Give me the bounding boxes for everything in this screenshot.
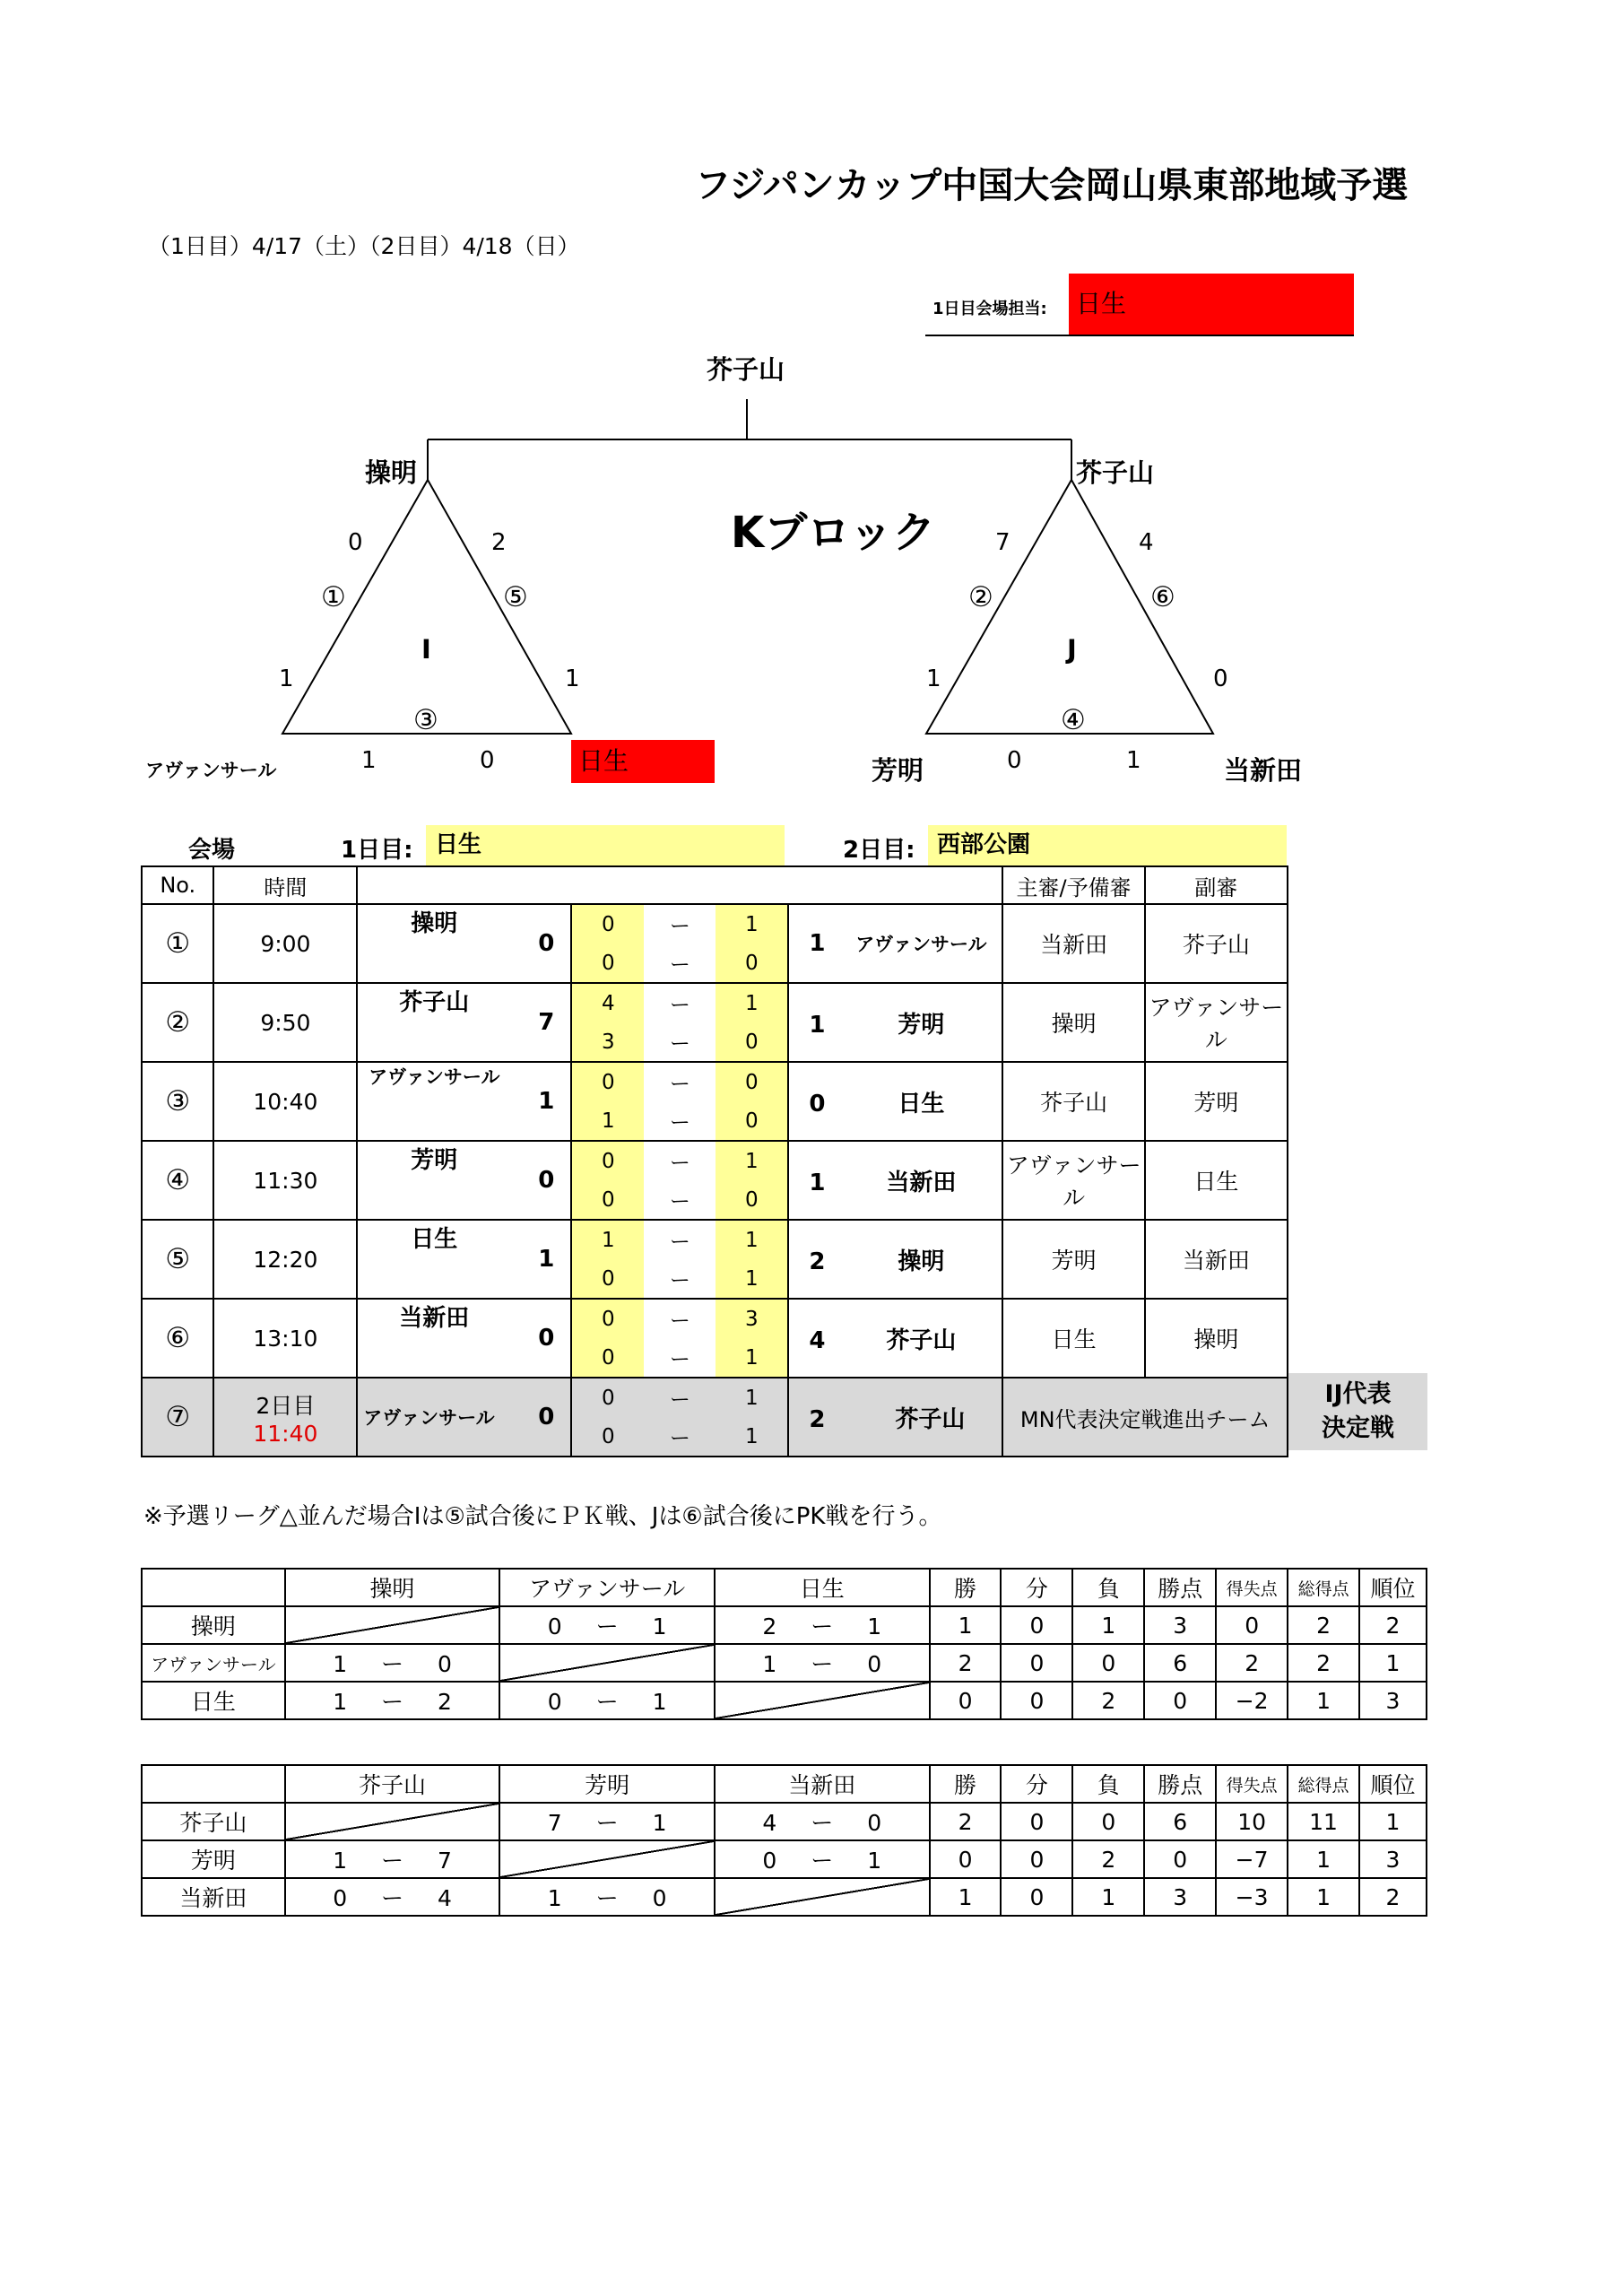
group-j-bottom-right-team: 当新田 (1224, 755, 1303, 786)
final-away-team: 芥子山 (895, 1405, 966, 1433)
standings-stat: 0 (930, 1682, 1002, 1719)
head-to-head-score: 1 ー 2 (285, 1682, 500, 1719)
home-team: 当新田 (399, 1305, 470, 1332)
group-i-right-top-score: 2 (491, 529, 507, 556)
group-j-bottom-left-score: 0 (1007, 747, 1022, 774)
assistant-referee: 芳明 (1145, 1062, 1288, 1141)
match-time: 9:00 (213, 904, 357, 983)
home-cell (357, 904, 571, 983)
home-score: 0 (538, 1167, 555, 1194)
standings-stat: 2 (930, 1803, 1002, 1840)
head-to-head-score: 1 ー 0 (499, 1878, 715, 1916)
dash: ー (669, 1231, 690, 1254)
group-i-match-3: ③ (413, 704, 438, 736)
standings-row-team: 芥子山 (142, 1803, 285, 1840)
head-to-head-score: 4 ー 0 (715, 1803, 930, 1840)
standings-group-i (141, 1568, 1427, 1720)
group-j-left-bottom-score: 1 (926, 665, 941, 692)
standings-stat: 3 (1144, 1606, 1216, 1644)
standings-row (142, 1644, 1427, 1682)
standings-stat: 2 (1072, 1682, 1144, 1719)
group-i-top-team: 操明 (365, 457, 418, 488)
half2-away: 1 (716, 1338, 787, 1377)
away-cell (788, 1062, 1002, 1141)
final-detail-scores (571, 1378, 788, 1457)
final-home-team: アヴァンサール (363, 1407, 495, 1429)
head-to-head-score: 0 ー 1 (499, 1606, 715, 1644)
final-away-cell (788, 1378, 1002, 1457)
referee: 操明 (1002, 983, 1144, 1062)
dash: ー (669, 1111, 690, 1135)
standings-stat: 1 (1288, 1682, 1359, 1719)
venue-label: 会場 (188, 837, 236, 864)
half1-away: 3 (716, 1300, 787, 1338)
bracket-top-winner: 芥子山 (707, 354, 785, 385)
match-no: ② (142, 983, 213, 1062)
standings-stat: 2 (1359, 1606, 1427, 1644)
group-i-left-top-score: 0 (348, 529, 363, 556)
header-match (357, 866, 1002, 904)
detail-scores (571, 1220, 788, 1299)
standings-stat: 1 (1072, 1878, 1144, 1916)
standings-stat: 0 (1001, 1606, 1072, 1644)
home-score: 7 (538, 1009, 555, 1036)
head-to-head-score: 0 ー 4 (285, 1878, 500, 1916)
standings-col-team: 芳明 (499, 1765, 715, 1803)
standings-row-team: 日生 (142, 1682, 285, 1719)
standings-row-team: 操明 (142, 1606, 285, 1644)
standings-stat: −2 (1216, 1682, 1288, 1719)
standings-corner (142, 1765, 285, 1803)
match-row (142, 1062, 1288, 1141)
head-to-head-score: 0 ー 1 (499, 1682, 715, 1719)
header-referee: 主審/予備審 (1002, 866, 1144, 904)
match-no: ① (142, 904, 213, 983)
half2-away: 1 (716, 1259, 787, 1298)
group-j-left-top-score: 7 (995, 529, 1010, 556)
venue-charge-value: 日生 (1069, 274, 1354, 335)
standings-stat: 0 (1001, 1803, 1072, 1840)
half1-away: 1 (716, 905, 787, 944)
match-time: 10:40 (213, 1062, 357, 1141)
group-j-label: J (1067, 634, 1077, 665)
standings-stat-header: 得失点 (1216, 1765, 1288, 1803)
page-title: フジパンカップ中国大会岡山県東部地域予選 (695, 165, 1409, 206)
group-i-bottom-right-score: 0 (480, 747, 495, 774)
assistant-referee: 操明 (1145, 1299, 1288, 1378)
referee: 芳明 (1002, 1220, 1144, 1299)
home-cell (357, 1299, 571, 1378)
standings-stat-header: 得失点 (1216, 1569, 1288, 1606)
standings-stat-header: 順位 (1359, 1765, 1427, 1803)
match-no: ⑥ (142, 1299, 213, 1378)
standings-stat: 0 (1001, 1840, 1072, 1878)
standings-stat: 1 (1288, 1878, 1359, 1916)
standings-stat: 11 (1288, 1803, 1359, 1840)
final-h1: 0 (602, 1386, 615, 1410)
match-row (142, 1299, 1288, 1378)
standings-stat-header: 負 (1072, 1569, 1144, 1606)
referee: 当新田 (1002, 904, 1144, 983)
head-to-head-score: 1 ー 0 (715, 1644, 930, 1682)
away-cell (788, 1141, 1002, 1220)
half2-home: 3 (572, 1022, 644, 1061)
half1-home: 0 (572, 1142, 644, 1180)
standings-stat: 1 (1288, 1840, 1359, 1878)
group-i-label: I (421, 634, 431, 665)
home-team: アヴァンサール (369, 1066, 500, 1088)
half2-home: 0 (572, 1180, 644, 1219)
self-match-cell (285, 1606, 500, 1644)
match-no: ⑤ (142, 1220, 213, 1299)
group-j-top-team: 芥子山 (1076, 457, 1155, 488)
half2-away: 0 (716, 944, 787, 982)
final-label-line1: IJ代表 (1324, 1380, 1392, 1408)
standings-row-team: 当新田 (142, 1878, 285, 1916)
home-score: 1 (538, 1246, 555, 1273)
match-time: 12:20 (213, 1220, 357, 1299)
standings-group-j (141, 1764, 1427, 1917)
final-label (1288, 1373, 1427, 1450)
dash: ー (669, 1427, 690, 1450)
standings-row (142, 1682, 1427, 1719)
standings-stat: 1 (1359, 1803, 1427, 1840)
standings-stat: 0 (1072, 1644, 1144, 1682)
standings-stat: −7 (1216, 1840, 1288, 1878)
match-no: ④ (142, 1141, 213, 1220)
standings-stat: 6 (1144, 1803, 1216, 1840)
group-j-right-bottom-score: 0 (1213, 665, 1228, 692)
standings-stat: 0 (930, 1840, 1002, 1878)
group-i-bottom-right-team: 日生 (571, 740, 715, 783)
away-team: 操明 (898, 1248, 945, 1275)
match-row (142, 904, 1288, 983)
standings-stat: 0 (1072, 1803, 1144, 1840)
head-to-head-score: 1 ー 0 (285, 1644, 500, 1682)
standings-stat: 2 (1359, 1878, 1427, 1916)
away-team: 芥子山 (886, 1326, 957, 1354)
group-j-bottom-left-team: 芳明 (872, 755, 924, 786)
referee: 芥子山 (1002, 1062, 1144, 1141)
half1-home: 0 (572, 1063, 644, 1101)
standings-col-team: 当新田 (715, 1765, 930, 1803)
detail-scores (571, 1141, 788, 1220)
dash: ー (669, 1152, 690, 1175)
self-match-cell (715, 1682, 930, 1719)
home-team: 日生 (411, 1226, 458, 1253)
self-match-cell (715, 1878, 930, 1916)
home-cell (357, 1220, 571, 1299)
match-no: ③ (142, 1062, 213, 1141)
standings-stat: 1 (930, 1606, 1002, 1644)
away-cell (788, 983, 1002, 1062)
standings-stat-header: 総得点 (1288, 1765, 1359, 1803)
standings-row (142, 1606, 1427, 1644)
away-score: 1 (809, 1169, 826, 1196)
half2-home: 0 (572, 1259, 644, 1298)
assistant-referee: アヴァンサール (1145, 983, 1288, 1062)
half1-away: 0 (716, 1063, 787, 1101)
standings-stat: 0 (1001, 1644, 1072, 1682)
group-i-right-bottom-score: 1 (565, 665, 580, 692)
home-team: 操明 (411, 910, 458, 937)
self-match-cell (285, 1803, 500, 1840)
standings-row-team: 芳明 (142, 1840, 285, 1878)
venue-day1-label: 1日目: (341, 837, 413, 864)
group-i-left-bottom-score: 1 (279, 665, 294, 692)
standings-stat: 1 (1072, 1606, 1144, 1644)
standings-stat: 0 (1144, 1840, 1216, 1878)
standings-stat-header: 勝点 (1144, 1765, 1216, 1803)
half1-away: 1 (716, 1221, 787, 1259)
final-time: 11:40 (253, 1420, 318, 1447)
away-cell (788, 904, 1002, 983)
assistant-referee: 当新田 (1145, 1220, 1288, 1299)
match-time: 9:50 (213, 983, 357, 1062)
group-j-match-2: ② (968, 581, 993, 613)
detail-scores (571, 1062, 788, 1141)
away-team: 芳明 (898, 1011, 945, 1039)
referee: 日生 (1002, 1299, 1144, 1378)
standings-stat: 10 (1216, 1803, 1288, 1840)
standings-stat-header: 順位 (1359, 1569, 1427, 1606)
group-i-bottom-left-score: 1 (361, 747, 377, 774)
dash: ー (669, 1073, 690, 1096)
venue-day2-label: 2日目: (843, 837, 915, 864)
half2-away: 0 (716, 1101, 787, 1140)
head-to-head-score: 1 ー 7 (285, 1840, 500, 1878)
home-team: 芳明 (411, 1147, 458, 1174)
head-to-head-score: 7 ー 1 (499, 1803, 715, 1840)
standings-stat: 2 (1072, 1840, 1144, 1878)
detail-scores (571, 904, 788, 983)
referee: アヴァンサール (1002, 1141, 1144, 1220)
tournament-dates: （1日目）4/17（土）（2日目）4/18（日） (148, 233, 580, 259)
dash: ー (669, 953, 690, 977)
group-j-match-4: ④ (1061, 704, 1086, 736)
standings-stat-header: 勝 (930, 1569, 1002, 1606)
home-score: 1 (538, 1088, 555, 1115)
self-match-cell (499, 1644, 715, 1682)
standings-stat: 3 (1144, 1878, 1216, 1916)
final-home-score: 0 (538, 1404, 555, 1431)
block-name: Kブロック (731, 508, 936, 558)
half2-home: 1 (572, 1101, 644, 1140)
standings-stat: 3 (1359, 1840, 1427, 1878)
standings-stat: 1 (1359, 1644, 1427, 1682)
dash: ー (669, 1032, 690, 1056)
group-i-bottom-left-team: アヴァンサール (145, 760, 277, 781)
half1-home: 0 (572, 905, 644, 944)
head-to-head-score: 2 ー 1 (715, 1606, 930, 1644)
away-score: 4 (809, 1326, 826, 1354)
standings-col-team: 操明 (285, 1569, 500, 1606)
standings-row (142, 1878, 1427, 1916)
half2-away: 0 (716, 1022, 787, 1061)
away-score: 1 (809, 930, 826, 957)
group-j-right-top-score: 4 (1139, 529, 1154, 556)
header-assistant: 副審 (1145, 866, 1288, 904)
group-i-match-1: ① (321, 581, 346, 613)
standings-stat: 0 (1001, 1682, 1072, 1719)
tiebreak-note: ※予選リーグ△並んだ場合Iは⑤試合後にＰＫ戦、Jは⑥試合後にPK戦を行う。 (143, 1503, 942, 1530)
standings-stat: 0 (1001, 1878, 1072, 1916)
final-home-cell (357, 1378, 571, 1457)
final-note: MN代表決定戦進出チーム (1002, 1378, 1288, 1457)
away-score: 0 (809, 1090, 826, 1118)
standings-corner (142, 1569, 285, 1606)
final-label-line2: 決定戦 (1322, 1414, 1394, 1442)
home-cell (357, 983, 571, 1062)
dash: ー (669, 915, 690, 938)
standings-stat-header: 負 (1072, 1765, 1144, 1803)
match-time: 13:10 (213, 1299, 357, 1378)
header-no: No. (142, 866, 213, 904)
head-to-head-score: 0 ー 1 (715, 1840, 930, 1878)
match-schedule-table (141, 865, 1288, 1457)
dash: ー (669, 1348, 690, 1371)
standings-stat: 2 (930, 1644, 1002, 1682)
standings-stat-header: 勝点 (1144, 1569, 1216, 1606)
final-day: 2日目 (256, 1392, 316, 1419)
half1-away: 1 (716, 984, 787, 1022)
standings-row (142, 1840, 1427, 1878)
standings-row-team: アヴァンサール (142, 1644, 285, 1682)
standings-stat: 2 (1288, 1644, 1359, 1682)
dash: ー (669, 994, 690, 1017)
standings-stat: 3 (1359, 1682, 1427, 1719)
away-team: 当新田 (886, 1169, 957, 1196)
self-match-cell (499, 1840, 715, 1878)
dash: ー (669, 1190, 690, 1213)
away-score: 2 (809, 1248, 826, 1275)
final-match-no: ⑦ (142, 1378, 213, 1457)
standings-stat-header: 総得点 (1288, 1569, 1359, 1606)
assistant-referee: 芥子山 (1145, 904, 1288, 983)
half1-away: 1 (716, 1142, 787, 1180)
half1-home: 0 (572, 1300, 644, 1338)
home-cell (357, 1062, 571, 1141)
away-cell (788, 1220, 1002, 1299)
standings-col-team: 芥子山 (285, 1765, 500, 1803)
assistant-referee: 日生 (1145, 1141, 1288, 1220)
venue-charge-label: 1日目会場担当: (932, 300, 1047, 318)
final-h2: 0 (602, 1424, 615, 1448)
dash: ー (669, 1388, 690, 1412)
home-score: 0 (538, 930, 555, 957)
standings-stat-header: 分 (1001, 1569, 1072, 1606)
away-cell (788, 1299, 1002, 1378)
half1-home: 4 (572, 984, 644, 1022)
venue-day2: 西部公園 (928, 825, 1287, 865)
group-j-bottom-right-score: 1 (1126, 747, 1141, 774)
standings-stat-header: 分 (1001, 1765, 1072, 1803)
header-time: 時間 (213, 866, 357, 904)
home-score: 0 (538, 1325, 555, 1352)
standings-col-team: アヴァンサール (499, 1569, 715, 1606)
final-a1: 1 (745, 1386, 759, 1410)
final-match-time (213, 1378, 357, 1457)
standings-stat: 2 (1216, 1644, 1288, 1682)
half2-home: 0 (572, 944, 644, 982)
home-team: 芥子山 (399, 989, 470, 1016)
home-cell (357, 1141, 571, 1220)
match-row (142, 1141, 1288, 1220)
away-score: 1 (809, 1011, 826, 1039)
detail-scores (571, 983, 788, 1062)
away-team: 日生 (898, 1090, 945, 1118)
away-team: アヴァンサール (855, 934, 987, 955)
standings-stat: 1 (930, 1878, 1002, 1916)
match-row (142, 1220, 1288, 1299)
group-j-match-6: ⑥ (1150, 581, 1175, 613)
standings-stat: 6 (1144, 1644, 1216, 1682)
detail-scores (571, 1299, 788, 1378)
standings-row (142, 1803, 1427, 1840)
dash: ー (669, 1309, 690, 1333)
match-time: 11:30 (213, 1141, 357, 1220)
standings-stat: −3 (1216, 1878, 1288, 1916)
half1-home: 1 (572, 1221, 644, 1259)
standings-col-team: 日生 (715, 1569, 930, 1606)
half2-away: 0 (716, 1180, 787, 1219)
standings-stat-header: 勝 (930, 1765, 1002, 1803)
standings-stat: 0 (1144, 1682, 1216, 1719)
standings-stat: 0 (1216, 1606, 1288, 1644)
final-a2: 1 (745, 1424, 759, 1448)
venue-day1: 日生 (426, 825, 785, 865)
group-i-match-5: ⑤ (503, 581, 528, 613)
dash: ー (669, 1269, 690, 1292)
standings-stat: 2 (1288, 1606, 1359, 1644)
bracket-diagram (0, 0, 1622, 807)
half2-home: 0 (572, 1338, 644, 1377)
match-row (142, 983, 1288, 1062)
final-away-score: 2 (809, 1405, 826, 1433)
